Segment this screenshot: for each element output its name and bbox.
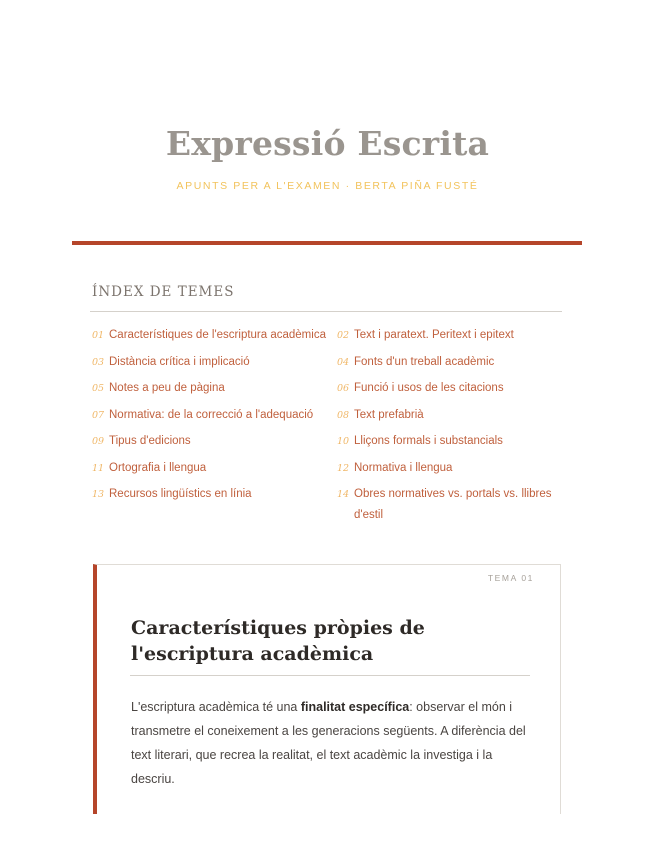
index-item-number: 07 — [92, 409, 105, 421]
index-item-label: Normativa: de la correcció a l'adequació — [109, 408, 314, 421]
index-item-label: Obres normatives vs. portals vs. llibres d'estil — [354, 488, 552, 521]
document-title: Expressió Escrita — [165, 124, 490, 163]
section-paragraph — [131, 695, 531, 791]
index-item[interactable] — [92, 325, 332, 346]
index-item[interactable] — [337, 378, 552, 399]
index-item-label: Text prefabrià — [354, 408, 424, 421]
index-heading: ÍNDEX DE TEMES — [92, 284, 235, 300]
index-item-label: Notes a peu de pàgina — [109, 382, 225, 394]
index-item-number: 10 — [337, 436, 350, 447]
paragraph-emphasis: finalitat específica — [300, 700, 410, 714]
index-item-number: 02 — [337, 330, 350, 341]
index-item-number: 08 — [337, 409, 350, 421]
index-item-number: 11 — [92, 462, 105, 474]
index-item-label: Fonts d'un treball acadèmic — [354, 355, 495, 368]
index-item[interactable] — [92, 352, 332, 373]
index-item-label: Funció i usos de les citacions — [354, 382, 504, 394]
header-divider — [72, 241, 582, 245]
index-item-label: Distància crítica i implicació — [109, 355, 250, 368]
index-item[interactable] — [92, 378, 332, 399]
index-item-number: 04 — [337, 356, 350, 368]
index-item[interactable] — [92, 484, 332, 505]
index-item-label: Lliçons formals i substancials — [354, 435, 503, 447]
index-item-number: 09 — [92, 436, 105, 447]
section-divider — [130, 675, 530, 676]
topic-number-label: TEMA 01 — [487, 573, 534, 583]
index-item-number: 06 — [337, 383, 350, 394]
index-item[interactable] — [337, 405, 552, 426]
index-item[interactable] — [92, 431, 332, 452]
index-column-right — [337, 325, 552, 531]
topic-section-card — [93, 564, 561, 814]
index-item[interactable] — [337, 325, 552, 346]
index-item-label: Característiques de l'escriptura acadèmica — [109, 329, 326, 341]
index-item[interactable] — [92, 458, 332, 479]
index-divider — [90, 311, 562, 312]
index-column-left — [92, 325, 332, 511]
index-item[interactable] — [337, 484, 552, 525]
index-item-label: Text i paratext. Peritext i epitext — [354, 329, 514, 341]
index-item-number: 05 — [92, 383, 105, 394]
index-item[interactable] — [337, 352, 552, 373]
index-item-label: Ortografia i llengua — [109, 461, 207, 474]
paragraph-text-after: : observar el món i transmetre el coneixement a les generacions següents. A diferència del text literari, que recrea la realitat, el text acadèmic la investiga i la descriu. — [131, 700, 526, 786]
document-subtitle: APUNTS PER A L'EXAMEN · BERTA PIÑA FUSTÉ — [176, 180, 479, 192]
index-item-number: 12 — [337, 462, 350, 474]
index-item-number: 03 — [92, 356, 105, 368]
index-item-number: 14 — [337, 489, 350, 500]
index-item-number: 01 — [92, 330, 105, 341]
index-item[interactable] — [92, 405, 332, 426]
index-item-number: 13 — [92, 489, 105, 500]
paragraph-text-before: L'escriptura acadèmica té una — [131, 700, 301, 714]
section-title: Característiques pròpies de l'escriptura acadèmica — [131, 617, 425, 665]
index-item[interactable] — [337, 431, 552, 452]
index-item-label: Tipus d'edicions — [109, 435, 191, 447]
index-item-label: Normativa i llengua — [354, 461, 453, 474]
index-item[interactable] — [337, 458, 552, 479]
index-item-label: Recursos lingüístics en línia — [109, 488, 252, 500]
